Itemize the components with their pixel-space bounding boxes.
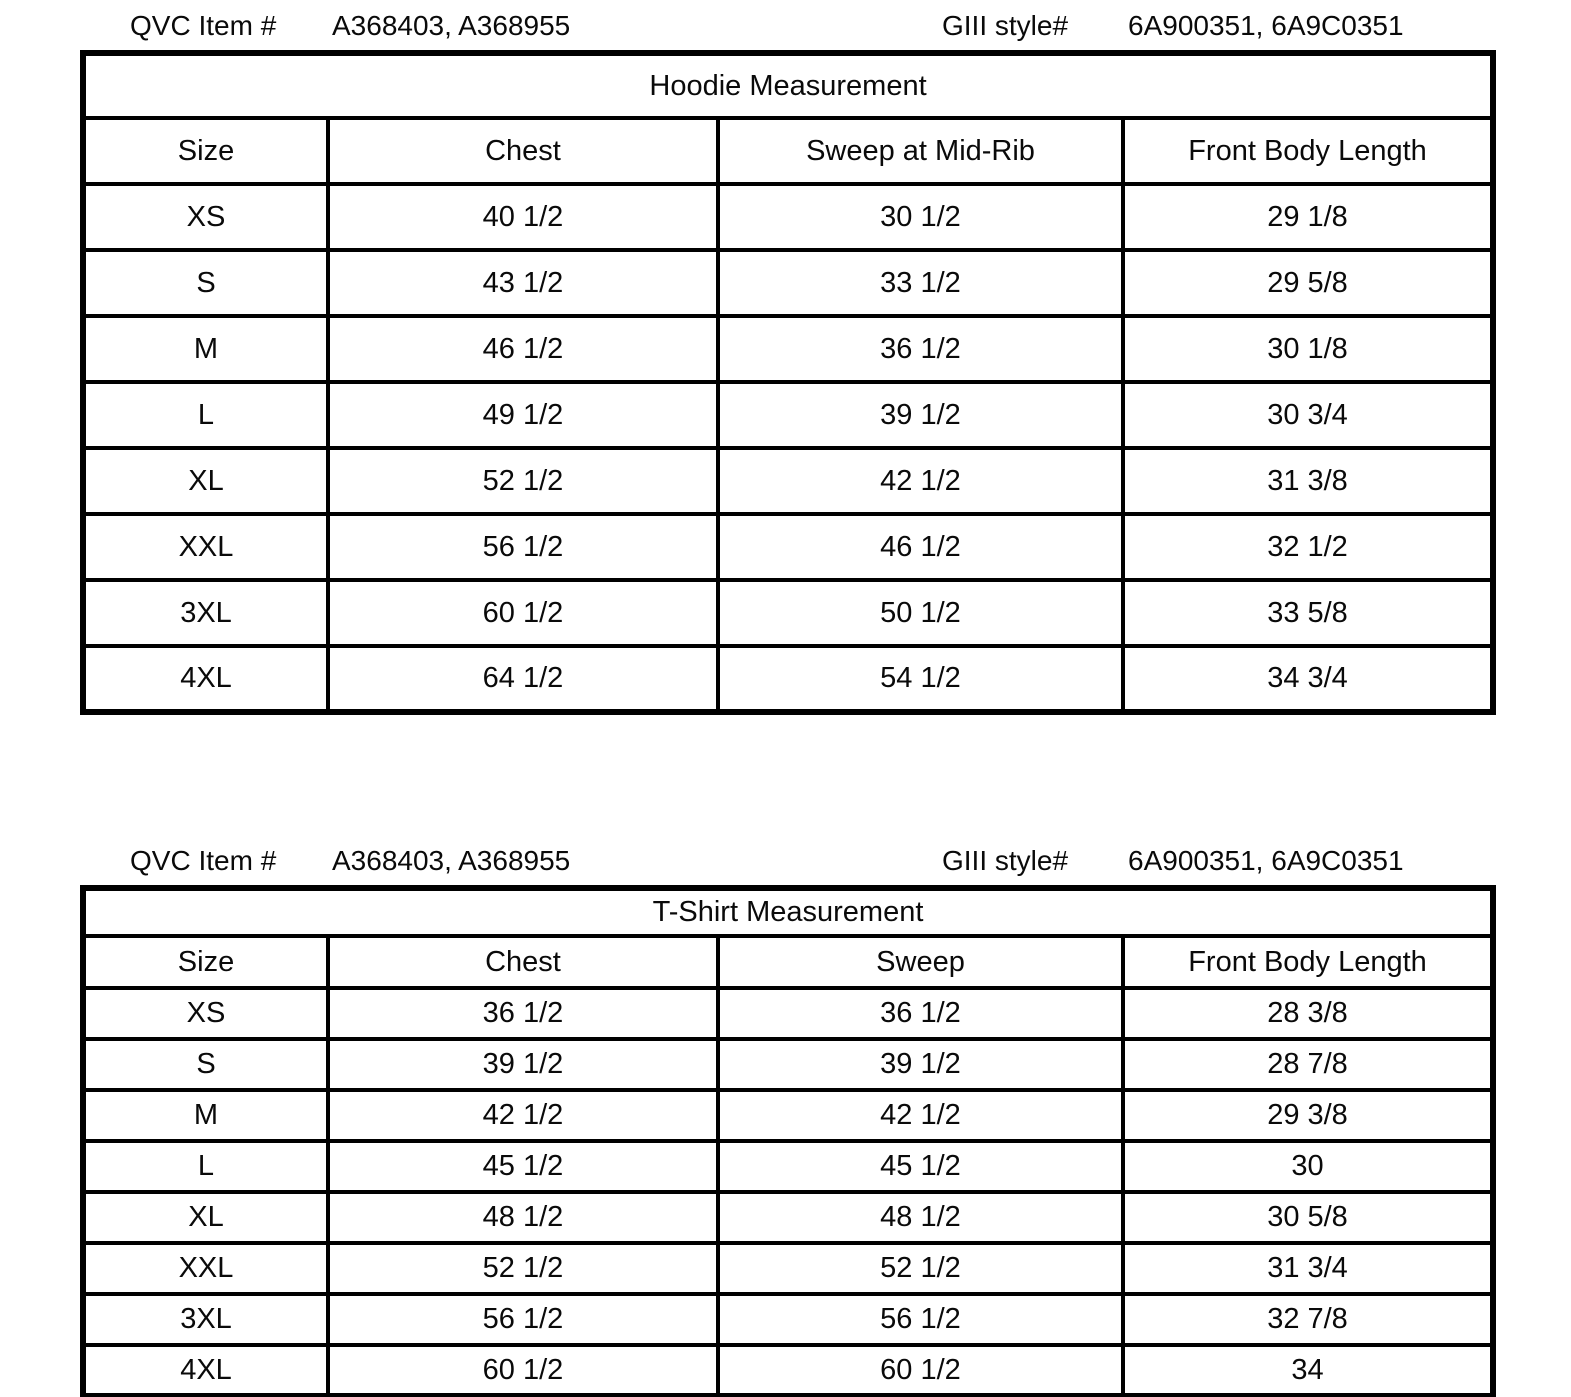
size-cell: XXL bbox=[83, 514, 328, 580]
size-cell: L bbox=[83, 1141, 328, 1192]
table-title: Hoodie Measurement bbox=[83, 53, 1493, 118]
size-cell: XS bbox=[83, 988, 328, 1039]
tshirt-meta-line bbox=[80, 845, 1490, 885]
measurement-cell: 36 1/2 bbox=[328, 988, 718, 1039]
column-header: Sweep bbox=[718, 936, 1123, 988]
measurement-cell: 46 1/2 bbox=[718, 514, 1123, 580]
header-row bbox=[83, 936, 1493, 988]
measurement-cell: 45 1/2 bbox=[718, 1141, 1123, 1192]
measurement-cell: 30 1/8 bbox=[1123, 316, 1493, 382]
measurement-cell: 52 1/2 bbox=[328, 1243, 718, 1294]
measurement-cell: 50 1/2 bbox=[718, 580, 1123, 646]
qvc-item-label: QVC Item # bbox=[130, 10, 277, 41]
size-cell: M bbox=[83, 316, 328, 382]
table-row bbox=[83, 1345, 1493, 1396]
measurement-cell: 42 1/2 bbox=[328, 1090, 718, 1141]
size-cell: XXL bbox=[83, 1243, 328, 1294]
measurement-cell: 56 1/2 bbox=[328, 514, 718, 580]
table-title: T-Shirt Measurement bbox=[83, 888, 1493, 936]
measurement-cell: 39 1/2 bbox=[718, 382, 1123, 448]
table-row bbox=[83, 514, 1493, 580]
size-cell: S bbox=[83, 250, 328, 316]
measurement-cell: 43 1/2 bbox=[328, 250, 718, 316]
size-cell: S bbox=[83, 1039, 328, 1090]
measurement-cell: 64 1/2 bbox=[328, 646, 718, 712]
hoodie-meta-line bbox=[80, 0, 1490, 50]
size-cell: L bbox=[83, 382, 328, 448]
table-row bbox=[83, 382, 1493, 448]
measurement-cell: 40 1/2 bbox=[328, 184, 718, 250]
measurement-cell: 32 1/2 bbox=[1123, 514, 1493, 580]
table-row bbox=[83, 316, 1493, 382]
giii-style-label: GIII style# bbox=[942, 10, 1069, 41]
table-row bbox=[83, 1090, 1493, 1141]
size-cell: 3XL bbox=[83, 580, 328, 646]
measurement-cell: 33 1/2 bbox=[718, 250, 1123, 316]
measurement-cell: 28 3/8 bbox=[1123, 988, 1493, 1039]
giii-style-label: GIII style# bbox=[942, 845, 1069, 876]
measurement-cell: 36 1/2 bbox=[718, 988, 1123, 1039]
tshirt-measurement-table bbox=[80, 885, 1496, 1397]
size-cell: XS bbox=[83, 184, 328, 250]
table-row bbox=[83, 1294, 1493, 1345]
column-header: Size bbox=[83, 936, 328, 988]
measurement-cell: 60 1/2 bbox=[328, 1345, 718, 1396]
measurement-cell: 30 5/8 bbox=[1123, 1192, 1493, 1243]
qvc-item-value: A368403, A368955 bbox=[332, 845, 571, 876]
measurement-cell: 29 5/8 bbox=[1123, 250, 1493, 316]
measurement-cell: 39 1/2 bbox=[718, 1039, 1123, 1090]
qvc-item-value: A368403, A368955 bbox=[332, 10, 571, 41]
measurement-cell: 30 3/4 bbox=[1123, 382, 1493, 448]
qvc-item-label: QVC Item # bbox=[130, 845, 277, 876]
table-row bbox=[83, 1243, 1493, 1294]
measurement-cell: 42 1/2 bbox=[718, 1090, 1123, 1141]
tshirt-section bbox=[0, 845, 1571, 1397]
measurement-cell: 60 1/2 bbox=[718, 1345, 1123, 1396]
giii-style-value: 6A900351, 6A9C0351 bbox=[1128, 845, 1404, 876]
size-cell: 4XL bbox=[83, 1345, 328, 1396]
size-cell: XL bbox=[83, 1192, 328, 1243]
measurement-cell: 30 bbox=[1123, 1141, 1493, 1192]
size-cell: 3XL bbox=[83, 1294, 328, 1345]
measurement-cell: 34 bbox=[1123, 1345, 1493, 1396]
measurement-cell: 28 7/8 bbox=[1123, 1039, 1493, 1090]
measurement-cell: 33 5/8 bbox=[1123, 580, 1493, 646]
table-row bbox=[83, 250, 1493, 316]
table-row bbox=[83, 580, 1493, 646]
measurement-cell: 32 7/8 bbox=[1123, 1294, 1493, 1345]
column-header: Chest bbox=[328, 118, 718, 184]
table-row bbox=[83, 1141, 1493, 1192]
measurement-cell: 52 1/2 bbox=[328, 448, 718, 514]
measurement-cell: 52 1/2 bbox=[718, 1243, 1123, 1294]
size-cell: 4XL bbox=[83, 646, 328, 712]
header-row bbox=[83, 118, 1493, 184]
table-row bbox=[83, 184, 1493, 250]
measurement-cell: 54 1/2 bbox=[718, 646, 1123, 712]
measurement-cell: 56 1/2 bbox=[328, 1294, 718, 1345]
measurement-cell: 42 1/2 bbox=[718, 448, 1123, 514]
measurement-cell: 36 1/2 bbox=[718, 316, 1123, 382]
measurement-cell: 29 1/8 bbox=[1123, 184, 1493, 250]
measurement-cell: 48 1/2 bbox=[718, 1192, 1123, 1243]
measurement-cell: 56 1/2 bbox=[718, 1294, 1123, 1345]
measurement-cell: 30 1/2 bbox=[718, 184, 1123, 250]
table-row bbox=[83, 448, 1493, 514]
column-header: Sweep at Mid-Rib bbox=[718, 118, 1123, 184]
measurement-cell: 29 3/8 bbox=[1123, 1090, 1493, 1141]
measurement-cell: 31 3/8 bbox=[1123, 448, 1493, 514]
measurement-cell: 46 1/2 bbox=[328, 316, 718, 382]
column-header: Front Body Length bbox=[1123, 936, 1493, 988]
table-row bbox=[83, 988, 1493, 1039]
size-cell: XL bbox=[83, 448, 328, 514]
size-cell: M bbox=[83, 1090, 328, 1141]
hoodie-measurement-table bbox=[80, 50, 1496, 715]
table-row bbox=[83, 646, 1493, 712]
measurement-cell: 49 1/2 bbox=[328, 382, 718, 448]
measurement-cell: 39 1/2 bbox=[328, 1039, 718, 1090]
measurement-cell: 31 3/4 bbox=[1123, 1243, 1493, 1294]
measurement-cell: 34 3/4 bbox=[1123, 646, 1493, 712]
column-header: Front Body Length bbox=[1123, 118, 1493, 184]
measurement-cell: 48 1/2 bbox=[328, 1192, 718, 1243]
column-header: Size bbox=[83, 118, 328, 184]
giii-style-value: 6A900351, 6A9C0351 bbox=[1128, 10, 1404, 41]
column-header: Chest bbox=[328, 936, 718, 988]
table-row bbox=[83, 1039, 1493, 1090]
measurement-cell: 45 1/2 bbox=[328, 1141, 718, 1192]
measurement-cell: 60 1/2 bbox=[328, 580, 718, 646]
table-row bbox=[83, 1192, 1493, 1243]
